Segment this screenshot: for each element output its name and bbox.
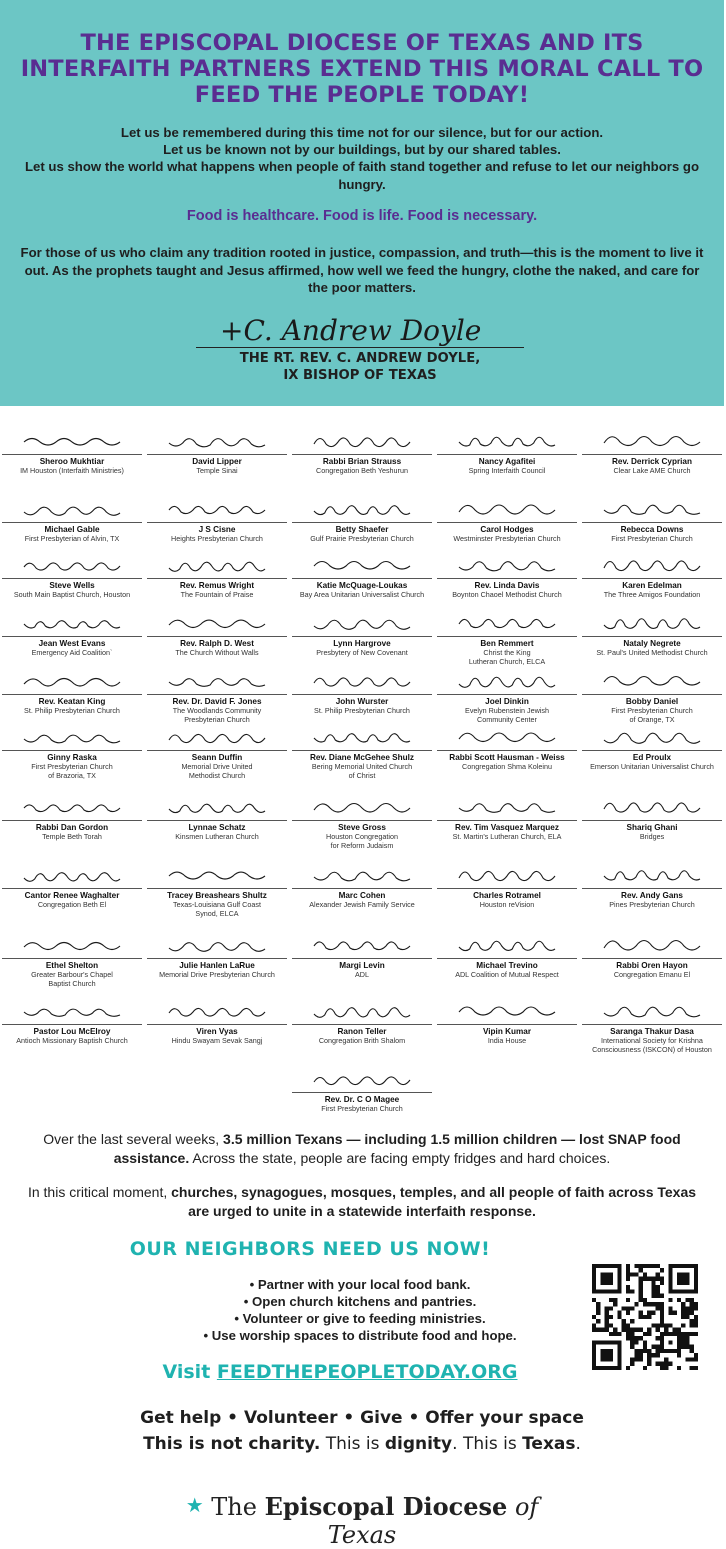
signatory	[288, 548, 436, 600]
signatory-name: J S Cisne	[198, 525, 236, 534]
signatory-name: Rev. Dr. David F. Jones	[172, 697, 262, 706]
signature-line	[582, 750, 722, 751]
signatory	[288, 606, 436, 658]
signatory	[143, 858, 291, 918]
dignity-statement: This is not charity. This is dignity. This is Texas.	[143, 1434, 581, 1454]
signatory-name: Rabbi Dan Gordon	[35, 823, 109, 832]
signature-line	[2, 522, 142, 523]
signature-scribble	[157, 790, 277, 822]
signatory-organization: ADL	[355, 970, 369, 979]
signature-line	[437, 522, 577, 523]
signature-scribble	[592, 994, 712, 1026]
signatory-organization: ADL Coalition of Mutual Respect	[455, 970, 559, 979]
signatory	[143, 548, 291, 600]
signatory-name: Rev. Remus Wright	[179, 581, 255, 590]
signature-line	[437, 888, 577, 889]
signature-line	[2, 888, 142, 889]
final-callout: Get help • Volunteer • Give • Offer your space	[140, 1408, 584, 1428]
signature-scribble	[302, 720, 422, 752]
signatory-name: Steve Wells	[49, 581, 95, 590]
signature-scribble	[157, 928, 277, 960]
signatory-organization: St. Paul's United Methodist Church	[596, 648, 708, 657]
signatory	[143, 720, 291, 780]
signature-line	[2, 750, 142, 751]
signatory-name: Betty Shaefer	[335, 525, 389, 534]
signatory-organization: St. Philip Presbyterian Church	[24, 706, 120, 715]
signatory	[143, 994, 291, 1046]
signature-scribble	[157, 858, 277, 890]
signature-scribble	[447, 858, 567, 890]
bishop-title: THE RT. REV. C. ANDREW DOYLE,	[239, 351, 481, 366]
signatory-organization: First Presbyterian Church of Orange, TX	[611, 706, 693, 724]
signatory-organization: Heights Presbyterian Church	[171, 534, 263, 543]
signatory-name: Steve Gross	[338, 823, 386, 832]
signatory-organization: Antioch Missionary Baptish Church	[16, 1036, 128, 1045]
signatory-organization: Congregation Shma Koleinu	[462, 762, 552, 771]
signatory-name: David Lipper	[192, 457, 242, 466]
signatory	[288, 994, 436, 1046]
signatory-name: Nataly Negrete	[623, 639, 681, 648]
signature-scribble	[592, 664, 712, 696]
signature-scribble	[592, 606, 712, 638]
signature-line	[292, 578, 432, 579]
signature-line	[582, 1024, 722, 1025]
signatory	[288, 664, 436, 716]
signatory-name: Rabbi Scott Hausman - Weiss	[449, 753, 565, 762]
signatory-organization: Emerson Unitarian Universalist Church	[590, 762, 714, 771]
signatory-name: Seann Duffin	[191, 753, 243, 762]
signatory-name: John Wurster	[335, 697, 389, 706]
signatory-name: Sheroo Mukhtiar	[39, 457, 105, 466]
signature-scribble	[12, 606, 132, 638]
signatory-organization: India House	[487, 1036, 527, 1045]
signatory-organization: Temple Beth Torah	[42, 832, 102, 841]
signatory	[433, 548, 581, 600]
signature-scribble	[447, 548, 567, 580]
signature-scribble	[12, 424, 132, 456]
action-item: • Partner with your local food bank.	[249, 1277, 471, 1292]
signatory-organization: Congregation Beth Yeshurun	[316, 466, 408, 475]
signature-line	[292, 820, 432, 821]
signature-scribble	[302, 928, 422, 960]
signatory-organization: The Woodlands Community Presbyterian Church	[172, 706, 262, 724]
signatory-name: Margi Levin	[339, 961, 385, 970]
signature-line	[292, 958, 432, 959]
signature-line	[147, 636, 287, 637]
signature-line	[292, 888, 432, 889]
signature-line	[437, 636, 577, 637]
signature-line	[147, 694, 287, 695]
signatory	[578, 928, 726, 980]
signatory-name: Viren Vyas	[196, 1027, 238, 1036]
signatory	[288, 1062, 436, 1114]
signature-scribble	[157, 548, 277, 580]
signatory-name: Rev. Diane McGehee Shulz	[309, 753, 415, 762]
signatory-name: Cantor Renee Waghalter	[24, 891, 120, 900]
signatory-organization: First Presbyterian Church of Brazoria, TX	[31, 762, 113, 780]
signatory	[578, 858, 726, 910]
signature-line	[582, 454, 722, 455]
signature-scribble	[12, 492, 132, 524]
svg-text:+C. Andrew Doyle: +C. Andrew Doyle	[220, 314, 482, 347]
signature-scribble	[302, 664, 422, 696]
signature-scribble	[157, 664, 277, 696]
signatory-organization: St. Philip Presbyterian Church	[314, 706, 410, 715]
signatory-name: Bobby Daniel	[625, 697, 679, 706]
signatory-organization: IM Houston (Interfaith Ministries)	[20, 466, 124, 475]
signatory-organization: Presbytery of New Covenant	[316, 648, 408, 657]
signature-scribble	[12, 858, 132, 890]
signature-scribble	[447, 720, 567, 752]
signatory-name: Jean West Evans	[38, 639, 106, 648]
bishop-name	[196, 351, 524, 384]
signature-scribble	[302, 1062, 422, 1094]
signature-scribble	[447, 994, 567, 1026]
signatory-name: Ranon Teller	[337, 1027, 387, 1036]
signatory-organization: Emergency Aid Coalition`	[31, 648, 113, 657]
signature-line	[437, 454, 577, 455]
signatory-organization: Memorial Drive United Methodist Church	[181, 762, 253, 780]
signatory	[578, 720, 726, 772]
signatory-name: Ed Proulx	[632, 753, 672, 762]
signatory-name: Vipin Kumar	[482, 1027, 532, 1036]
signatory-name: Carol Hodges	[480, 525, 534, 534]
signature-line	[292, 636, 432, 637]
signature-line	[147, 454, 287, 455]
signatory-name: Karen Edelman	[622, 581, 682, 590]
signature-scribble	[592, 492, 712, 524]
signatory	[578, 424, 726, 476]
signatory-name: Michael Gable	[44, 525, 100, 534]
signature-line	[147, 522, 287, 523]
signature-scribble	[592, 928, 712, 960]
diocese-logo: ★ The Episcopal Diocese of Texas	[185, 1492, 539, 1549]
signature-scribble	[157, 720, 277, 752]
signature-scribble	[157, 994, 277, 1026]
signatory-organization: International Society for Krishna Consciousness (ISKCON) of Houston	[592, 1036, 712, 1054]
signatory-organization: Christ the King Lutheran Church, ELCA	[468, 648, 546, 666]
signatory	[433, 424, 581, 476]
signatory	[143, 424, 291, 476]
signatory	[433, 720, 581, 772]
signatory	[578, 994, 726, 1054]
signatory	[0, 664, 146, 716]
signature-line	[582, 958, 722, 959]
signatory	[143, 492, 291, 544]
signature-line	[147, 1024, 287, 1025]
signature-scribble	[302, 994, 422, 1026]
signatory-organization: Congregation Beth El	[37, 900, 107, 909]
signature-line	[2, 636, 142, 637]
signatory-organization: Houston reVision	[479, 900, 535, 909]
signature-scribble	[447, 492, 567, 524]
signatory-organization: Spring Interfaith Council	[468, 466, 546, 475]
signatory-name: Rev. Andy Gans	[621, 891, 683, 900]
signatory-name: Joel Dinkin	[485, 697, 529, 706]
signatory-organization: Bay Area Unitarian Universalist Church	[299, 590, 425, 599]
signatory-name: Charles Rotramel	[473, 891, 541, 900]
signature-line	[147, 888, 287, 889]
signature-scribble	[592, 858, 712, 890]
signatory-name: Michael Trevino	[476, 961, 538, 970]
cta-heading: OUR NEIGHBORS NEED US NOW!	[129, 1238, 491, 1260]
signature-scribble	[302, 492, 422, 524]
signatory-name: Tracey Breashears Shultz	[167, 891, 267, 900]
signatory	[433, 492, 581, 544]
signatory	[433, 994, 581, 1046]
signatory-organization: St. Martin's Lutheran Church, ELA	[452, 832, 562, 841]
signatory	[0, 720, 146, 780]
signatory-organization: Westminster Presbyterian Church	[453, 534, 561, 543]
signatory	[288, 790, 436, 850]
intro-text	[14, 124, 710, 193]
signatory-organization: Texas-Louisiana Gulf Coast Synod, ELCA	[173, 900, 261, 918]
visit-line	[40, 1361, 640, 1383]
signature-line	[2, 694, 142, 695]
signatory	[143, 606, 291, 658]
signature-line	[582, 820, 722, 821]
signatory	[143, 928, 291, 980]
signature-scribble	[447, 790, 567, 822]
signatory	[288, 424, 436, 476]
signatory-organization: Clear Lake AME Church	[613, 466, 691, 475]
signatory-organization: The Fountain of Praise	[180, 590, 254, 599]
signature-line	[437, 578, 577, 579]
action-item: • Use worship spaces to distribute food and hope.	[203, 1328, 517, 1343]
intro-line: Let us be remembered during this time not for our silence, but for our action.	[120, 125, 604, 140]
signature-line	[147, 578, 287, 579]
signature-scribble	[12, 994, 132, 1026]
signatory	[0, 790, 146, 842]
signature-scribble	[447, 606, 567, 638]
signature-line	[437, 694, 577, 695]
signatory	[433, 790, 581, 842]
signatory-name: Rabbi Oren Hayon	[616, 961, 688, 970]
action-item: • Volunteer or give to feeding ministries.	[234, 1311, 486, 1326]
signatory	[433, 928, 581, 980]
signatory-name: Lynn Hargrove	[333, 639, 391, 648]
signature-scribble	[157, 424, 277, 456]
action-item: • Open church kitchens and pantries.	[243, 1294, 477, 1309]
signatory	[143, 790, 291, 842]
signatory-name: Ginny Raska	[47, 753, 97, 762]
bishop-office: IX BISHOP OF TEXAS	[283, 367, 437, 383]
signatory-name: Pastor Lou McElroy	[33, 1027, 111, 1036]
signature-line	[582, 888, 722, 889]
signatory-name: Rev. Tim Vasquez Marquez	[455, 823, 559, 832]
tagline: Food is healthcare. Food is life. Food is necessary.	[186, 208, 538, 224]
signature-scribble	[12, 720, 132, 752]
signatory	[0, 858, 146, 910]
signature-line	[147, 750, 287, 751]
signatory	[0, 994, 146, 1046]
signatory	[0, 606, 146, 658]
signature-scribble	[157, 492, 277, 524]
signatory-name: Rev. Ralph D. West	[180, 639, 254, 648]
header-banner	[0, 0, 724, 406]
intro-line: Let us be known not by our buildings, but by our shared tables.	[163, 142, 561, 158]
signature-line	[582, 694, 722, 695]
signature-line	[147, 958, 287, 959]
signature-scribble	[302, 790, 422, 822]
signature-line	[582, 636, 722, 637]
signature-line	[292, 694, 432, 695]
signatory-organization: Congregation Emanu El	[613, 970, 691, 979]
signatory-name: Ethel Shelton	[45, 961, 99, 970]
signatory-name: Ben Remmert	[480, 639, 534, 648]
signatory-name: Nancy Agafitei	[478, 457, 536, 466]
qr-code[interactable]	[592, 1264, 698, 1370]
signatory	[0, 492, 146, 544]
signatory	[288, 928, 436, 980]
signatory-name: Saranga Thakur Dasa	[610, 1027, 694, 1036]
bishop-signature	[214, 312, 524, 350]
signatory	[0, 548, 146, 600]
snap-paragraph: Over the last several weeks, 3.5 million Texans — including 1.5 million children — lost SNAP food assistance. Across the state, people are facing empty fridges and hard choices.	[43, 1131, 681, 1166]
signatory-organization: Kinsmen Lutheran Church	[175, 832, 259, 841]
signatory-name: Rev. Derrick Cyprian	[612, 457, 692, 466]
signatory-organization: Bridges	[639, 832, 665, 841]
signatory	[433, 664, 581, 724]
signatory-organization: Temple Sinai	[196, 466, 238, 475]
signatory	[143, 664, 291, 724]
signatory	[433, 858, 581, 910]
signatory-organization: Hindu Swayam Sevak Sangj	[171, 1036, 263, 1045]
signature-line	[292, 522, 432, 523]
signatory-organization: Alexander Jewish Family Service	[309, 900, 415, 909]
signature-line	[437, 750, 577, 751]
signatory-name: Katie McQuage-Loukas	[316, 581, 408, 590]
signatory	[288, 720, 436, 780]
signatory-name: Shariq Ghani	[626, 823, 678, 832]
signatory-organization: Gulf Prairie Presbyterian Church	[310, 534, 414, 543]
signatory-organization: The Three Amigos Foundation	[603, 590, 701, 599]
signature-line	[2, 1024, 142, 1025]
signatory	[433, 606, 581, 666]
signature-scribble	[592, 720, 712, 752]
signature-scribble	[302, 858, 422, 890]
signature-scribble	[12, 664, 132, 696]
signature-line	[2, 454, 142, 455]
signatory-organization: Houston Congregation for Reform Judaism	[326, 832, 398, 850]
signatory-organization: Memorial Drive Presbyterian Church	[159, 970, 275, 979]
signature-scribble	[592, 424, 712, 456]
signature-scribble	[447, 928, 567, 960]
signatory-name: Rabbi Brian Strauss	[322, 457, 402, 466]
response-paragraph: In this critical moment, churches, synagogues, mosques, temples, and all people of faith across Texas are urged to unite in a statewide interfaith response.	[27, 1184, 697, 1219]
signature-scribble	[447, 664, 567, 696]
signatory-name: Rev. Keatan King	[38, 697, 106, 706]
signatory	[0, 928, 146, 988]
signatory-organization: Boynton Chaoel Methodist Church	[452, 590, 562, 599]
signatory-organization: First Presbyterian Church	[321, 1104, 403, 1113]
signature-line	[2, 820, 142, 821]
signatory-organization: Evelyn Rubenstein Jewish Community Center	[465, 706, 549, 724]
signatory	[288, 858, 436, 910]
signature-scribble	[592, 790, 712, 822]
signature-scribble	[12, 790, 132, 822]
signatory	[578, 606, 726, 658]
signature-scribble	[302, 548, 422, 580]
headline: THE EPISCOPAL DIOCESE OF TEXAS AND ITS INTERFAITH PARTNERS EXTEND THIS MORAL CALL TO FEED THE PEOPLE TODAY!	[20, 30, 704, 108]
signature-scribble	[157, 606, 277, 638]
bishop-signature-line	[196, 347, 524, 348]
signatory	[0, 424, 146, 476]
signature-line	[582, 522, 722, 523]
signature-line	[292, 1024, 432, 1025]
signature-scribble	[12, 928, 132, 960]
visit-prefix: Visit	[162, 1361, 217, 1383]
signature-line	[437, 820, 577, 821]
signatory-name: Rebecca Downs	[620, 525, 684, 534]
signature-line	[437, 1024, 577, 1025]
signatory	[578, 492, 726, 544]
signatory	[578, 548, 726, 600]
signature-scribble	[302, 424, 422, 456]
signature-scribble	[12, 548, 132, 580]
signature-scribble	[592, 548, 712, 580]
signatory-organization: The Church Without Walls	[175, 648, 259, 657]
signature-line	[292, 1092, 432, 1093]
signatory-name: Rev. Dr. C O Magee	[324, 1095, 400, 1104]
action-list	[150, 1276, 570, 1344]
signatory-organization: Greater Barbour's Chapel Baptist Church	[31, 970, 113, 988]
signatory	[288, 492, 436, 544]
signature-line	[292, 454, 432, 455]
signatory-name: Rev. Linda Davis	[474, 581, 540, 590]
signatory-organization: First Presbyterian Church	[611, 534, 693, 543]
signature-line	[437, 958, 577, 959]
signatory-organization: Congregation Brith Shalom	[318, 1036, 406, 1045]
signatory-organization: Bering Memorial United Church of Christ	[311, 762, 413, 780]
star-icon: ★	[185, 1493, 204, 1517]
signature-line	[292, 750, 432, 751]
signatory-organization: South Main Baptist Church, Houston	[13, 590, 131, 599]
signatory	[578, 790, 726, 842]
signature-scribble	[447, 424, 567, 456]
signatory-name: Lynnae Schatz	[188, 823, 246, 832]
signatory	[578, 664, 726, 724]
intro-line: Let us show the world what happens when people of faith stand together and refuse to let our neighbors go hungry.	[24, 159, 700, 192]
signatory-organization: First Presbyterian of Alvin, TX	[24, 534, 120, 543]
signatory-organization: Pines Presbyterian Church	[609, 900, 695, 909]
signature-line	[2, 578, 142, 579]
signature-line	[2, 958, 142, 959]
website-link[interactable]: FEEDTHEPEOPLETODAY.ORG	[216, 1361, 518, 1383]
signature-scribble	[302, 606, 422, 638]
signature-line	[582, 578, 722, 579]
signature-line	[147, 820, 287, 821]
closing-text: For those of us who claim any tradition rooted in justice, compassion, and truth—this is the moment to live it out. As the prophets taught and Jesus affirmed, how well we feed the hungry, clothe the naked, and care for the poor matters.	[20, 245, 704, 295]
signatory-name: Julie Hanlen LaRue	[179, 961, 255, 970]
signatory-name: Marc Cohen	[338, 891, 386, 900]
